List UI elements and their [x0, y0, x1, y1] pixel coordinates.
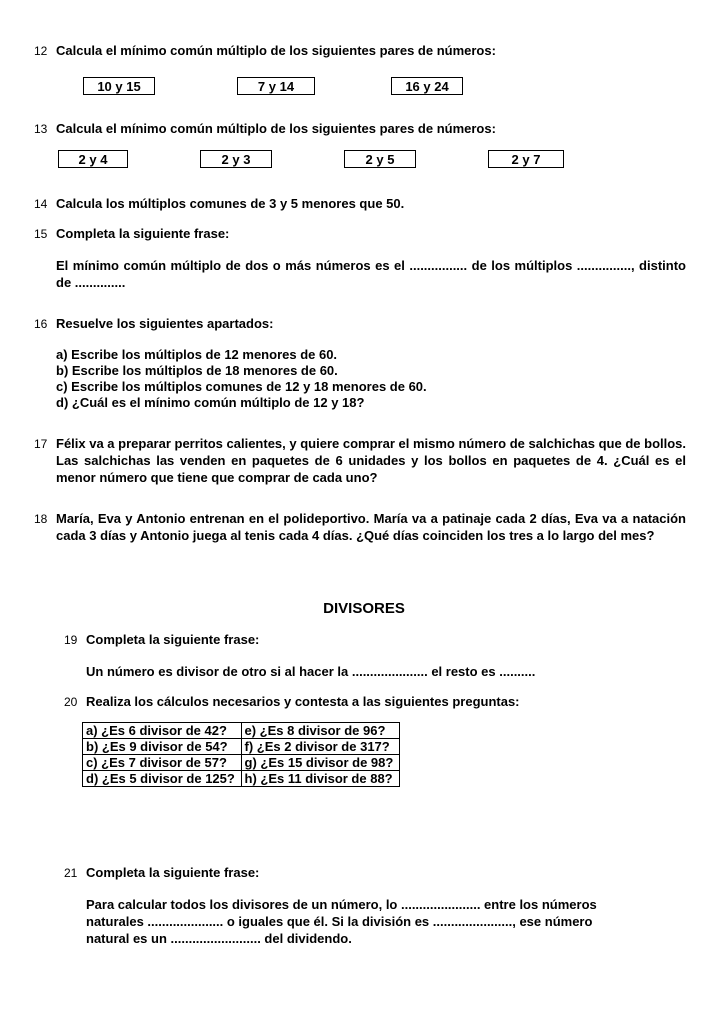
table-cell: h) ¿Es 11 divisor de 88?: [241, 771, 400, 787]
question-number: 16: [34, 317, 48, 331]
number-pair-box: 2 y 3: [200, 150, 272, 168]
question-number: 21: [64, 866, 78, 880]
table-cell: c) ¿Es 7 divisor de 57?: [83, 755, 242, 771]
list-item: b) Escribe los múltiplos de 18 menores de 60.: [56, 363, 338, 378]
table-row: [83, 739, 400, 755]
question-number: 12: [34, 44, 48, 58]
questions-table: [82, 722, 400, 787]
table-cell: e) ¿Es 8 divisor de 96?: [241, 723, 400, 739]
fill-in-sentence: El mínimo común múltiplo de dos o más números es el ................ de los múltiplos ..............., distinto de ..............: [56, 258, 686, 290]
question-number: 14: [34, 197, 48, 211]
question-text: Realiza los cálculos necesarios y contesta a las siguientes preguntas:: [86, 694, 520, 709]
question-text: Completa la siguiente frase:: [86, 865, 260, 880]
question-text: Completa la siguiente frase:: [86, 632, 260, 647]
number-pair-box: 2 y 4: [58, 150, 128, 168]
question-number: 20: [64, 695, 78, 709]
table-row: [83, 723, 400, 739]
number-pair-box: 16 y 24: [391, 77, 463, 95]
fill-in-sentence: Para calcular todos los divisores de un número, lo ...................... entre los números naturales ..................... o iguales que él. Si la división es ......................, ese número natural es un ......................... del dividendo.: [86, 897, 597, 946]
question-number: 19: [64, 633, 78, 647]
list-item: c) Escribe los múltiplos comunes de 12 y 18 menores de 60.: [56, 379, 427, 394]
table-cell: g) ¿Es 15 divisor de 98?: [241, 755, 400, 771]
question-number: 18: [34, 512, 48, 526]
question-text: Calcula el mínimo común múltiplo de los siguientes pares de números:: [56, 43, 496, 58]
question-number: 15: [34, 227, 48, 241]
list-item: d) ¿Cuál es el mínimo común múltiplo de 12 y 18?: [56, 395, 365, 410]
table-cell: d) ¿Es 5 divisor de 125?: [83, 771, 242, 787]
number-pair-box: 2 y 7: [488, 150, 564, 168]
list-item: a) Escribe los múltiplos de 12 menores de 60.: [56, 347, 338, 362]
number-pair-box: 10 y 15: [83, 77, 155, 95]
table-cell: f) ¿Es 2 divisor de 317?: [241, 739, 400, 755]
fill-in-sentence: Un número es divisor de otro si al hacer la ..................... el resto es ..........: [86, 664, 536, 679]
question-text: María, Eva y Antonio entrenan en el polideportivo. María va a patinaje cada 2 días, Eva va a natación cada 3 días y Antonio juega al tenis cada 4 días. ¿Qué días coinciden los tres a lo largo del mes?: [56, 511, 686, 543]
question-text: Félix va a preparar perritos calientes, y quiere comprar el mismo número de salchichas que de bollos. Las salchichas las venden en paquetes de 6 unidades y los bollos en paquetes de 4. ¿Cuál es el menor número que tiene que comprar de cada uno?: [56, 436, 687, 485]
question-text: Completa la siguiente frase:: [56, 226, 230, 241]
number-pair-box: 2 y 5: [344, 150, 416, 168]
table-row: [83, 771, 400, 787]
number-pair-box: 7 y 14: [237, 77, 315, 95]
question-text: Calcula el mínimo común múltiplo de los siguientes pares de números:: [56, 121, 496, 136]
question-text: Calcula los múltiplos comunes de 3 y 5 menores que 50.: [56, 196, 405, 211]
question-number: 17: [34, 437, 48, 451]
section-title: DIVISORES: [323, 600, 405, 617]
table-row: [83, 755, 400, 771]
table-cell: b) ¿Es 9 divisor de 54?: [83, 739, 242, 755]
question-number: 13: [34, 122, 48, 136]
table-cell: a) ¿Es 6 divisor de 42?: [83, 723, 242, 739]
question-text: Resuelve los siguientes apartados:: [56, 316, 274, 331]
